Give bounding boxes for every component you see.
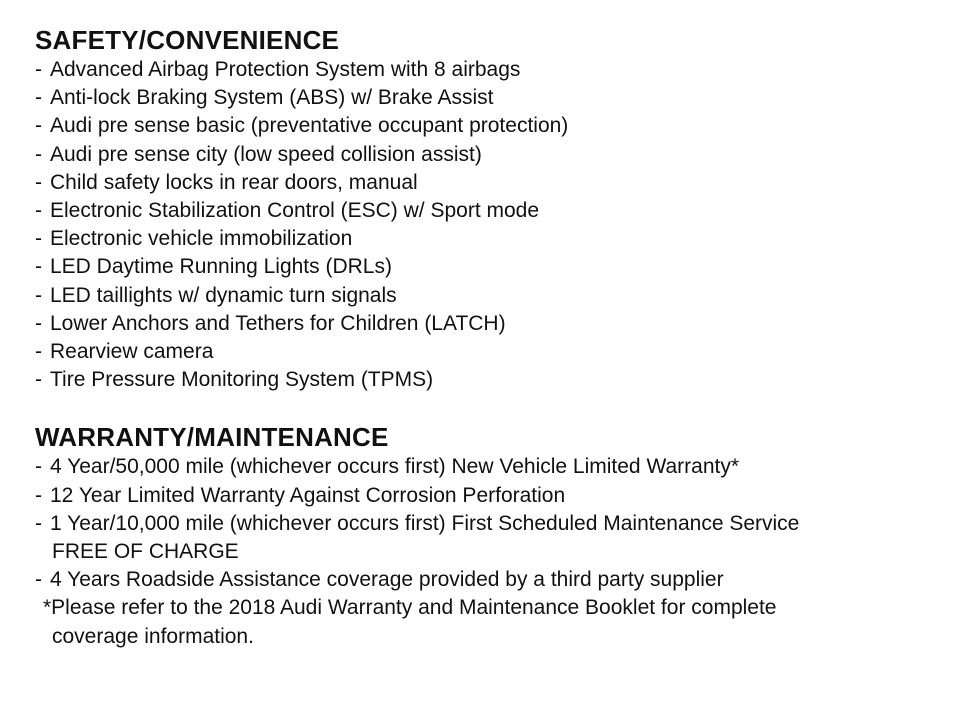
footnote-continuation: coverage information. [52, 624, 254, 648]
bullet-dash: - [35, 86, 42, 110]
bullet-dash: - [35, 255, 42, 279]
warranty-footnote [35, 594, 945, 650]
list-item [35, 253, 945, 281]
list-item [35, 56, 945, 84]
spec-document [35, 24, 945, 651]
list-item-text: Tire Pressure Monitoring System (TPMS) [50, 368, 434, 392]
list-item-text: Electronic Stabilization Control (ESC) w/ Sport mode [50, 199, 540, 223]
list-item-text: 4 Year/50,000 mile (whichever occurs first) New Vehicle Limited Warranty* [50, 455, 740, 479]
list-item [35, 112, 945, 140]
list-item-text: 1 Year/10,000 mile (whichever occurs first) First Scheduled Maintenance Service [50, 511, 800, 535]
list-item [35, 453, 945, 481]
bullet-dash: - [35, 483, 42, 507]
list-item [35, 566, 945, 594]
list-item [35, 225, 945, 253]
list-item-text: Electronic vehicle immobilization [50, 227, 353, 251]
list-item [35, 366, 945, 394]
list-item-text: Child safety locks in rear doors, manual [50, 170, 418, 194]
safety-feature-list [35, 56, 945, 394]
list-item [35, 84, 945, 112]
bullet-dash: - [35, 114, 42, 138]
list-item [35, 482, 945, 510]
bullet-dash: - [35, 199, 42, 223]
warranty-maintenance-section [35, 421, 945, 650]
bullet-dash: - [35, 568, 42, 592]
bullet-dash: - [35, 227, 42, 251]
bullet-dash: - [35, 142, 42, 166]
list-item-text: LED Daytime Running Lights (DRLs) [50, 255, 392, 279]
bullet-dash: - [35, 283, 42, 307]
safety-convenience-section [35, 24, 945, 394]
list-item [35, 197, 945, 225]
list-item-text: Lower Anchors and Tethers for Children (LATCH) [50, 311, 506, 335]
list-item-text: LED taillights w/ dynamic turn signals [50, 283, 397, 307]
bullet-dash: - [35, 170, 42, 194]
list-item-text: 4 Years Roadside Assistance coverage provided by a third party supplier [50, 568, 724, 592]
bullet-dash: - [35, 511, 42, 535]
list-item-text: Rearview camera [50, 340, 214, 364]
list-item [35, 310, 945, 338]
list-item [35, 510, 945, 566]
section-title-safety: SAFETY/CONVENIENCE [35, 25, 340, 55]
bullet-dash: - [35, 311, 42, 335]
list-item-text: Advanced Airbag Protection System with 8 airbags [50, 58, 521, 81]
warranty-list [35, 453, 945, 594]
list-item [35, 141, 945, 169]
bullet-dash: - [35, 368, 42, 392]
list-item-text: Audi pre sense city (low speed collision assist) [50, 142, 482, 166]
list-item-continuation: FREE OF CHARGE [52, 540, 239, 564]
list-item [35, 169, 945, 197]
bullet-dash: - [35, 455, 42, 479]
footnote-line: *Please refer to the 2018 Audi Warranty and Maintenance Booklet for complete [43, 596, 777, 620]
section-title-warranty: WARRANTY/MAINTENANCE [35, 422, 389, 453]
list-item [35, 282, 945, 310]
list-item-text: Audi pre sense basic (preventative occupant protection) [50, 114, 569, 138]
list-item-text: 12 Year Limited Warranty Against Corrosion Perforation [50, 483, 566, 507]
bullet-dash: - [35, 340, 42, 364]
list-item-text: Anti-lock Braking System (ABS) w/ Brake Assist [50, 86, 494, 110]
bullet-dash: - [35, 58, 42, 81]
list-item [35, 338, 945, 366]
